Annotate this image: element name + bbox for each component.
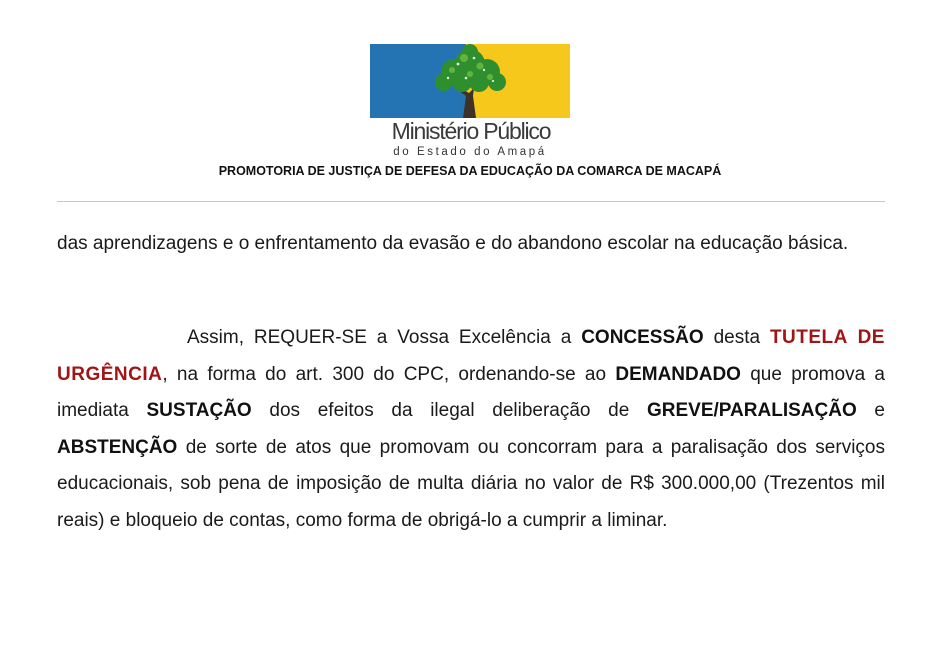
p2-text-3: , na forma do art. 300 do CPC, ordenando-se ao — [162, 363, 616, 385]
logo-subtitle: do Estado do Amapá — [393, 146, 547, 158]
paragraph-2 — [57, 320, 885, 539]
emphasis-sustacao: SUSTAÇÃO — [146, 400, 252, 421]
p2-text-7: de sorte de atos que promovam ou concorram para a paralisação dos serviços educacionais, sob pena de imposição de multa diária no valor de R$ 300.000,00 (Trezentos mil reais) e bloqueio de contas, como forma de obrigá-lo a cumprir a liminar. — [57, 436, 885, 531]
p2-text-2: desta — [703, 327, 770, 348]
p2-text-6: e — [856, 400, 885, 421]
logo-title: Ministério Público — [391, 118, 551, 144]
p2-text-5: dos efeitos da ilegal deliberação de — [251, 400, 647, 421]
header-divider — [57, 201, 885, 202]
emphasis-greve-paralisacao: GREVE/PARALISAÇÃO — [647, 400, 857, 421]
emphasis-tutela-de-urgencia: TUTELA DE URGÊNCIA — [57, 327, 885, 385]
emphasis-concessao: CONCESSÃO — [581, 327, 704, 348]
paragraph-1: das aprendizagens e o enfrentamento da evasão e do abandono escolar na educação básica. — [57, 233, 849, 254]
p2-text-4: que promova a imediata — [57, 363, 885, 421]
tree-emblem-icon — [370, 44, 570, 118]
department-heading: PROMOTORIA DE JUSTIÇA DE DEFESA DA EDUCAÇÃO DA COMARCA DE MACAPÁ — [218, 164, 722, 178]
emphasis-demandado: DEMANDADO — [615, 363, 741, 385]
p2-text-1: Assim, REQUER-SE a Vossa Excelência a — [187, 327, 582, 348]
ministerio-publico-logo — [370, 44, 570, 118]
emphasis-abstencao: ABSTENÇÃO — [57, 436, 178, 458]
